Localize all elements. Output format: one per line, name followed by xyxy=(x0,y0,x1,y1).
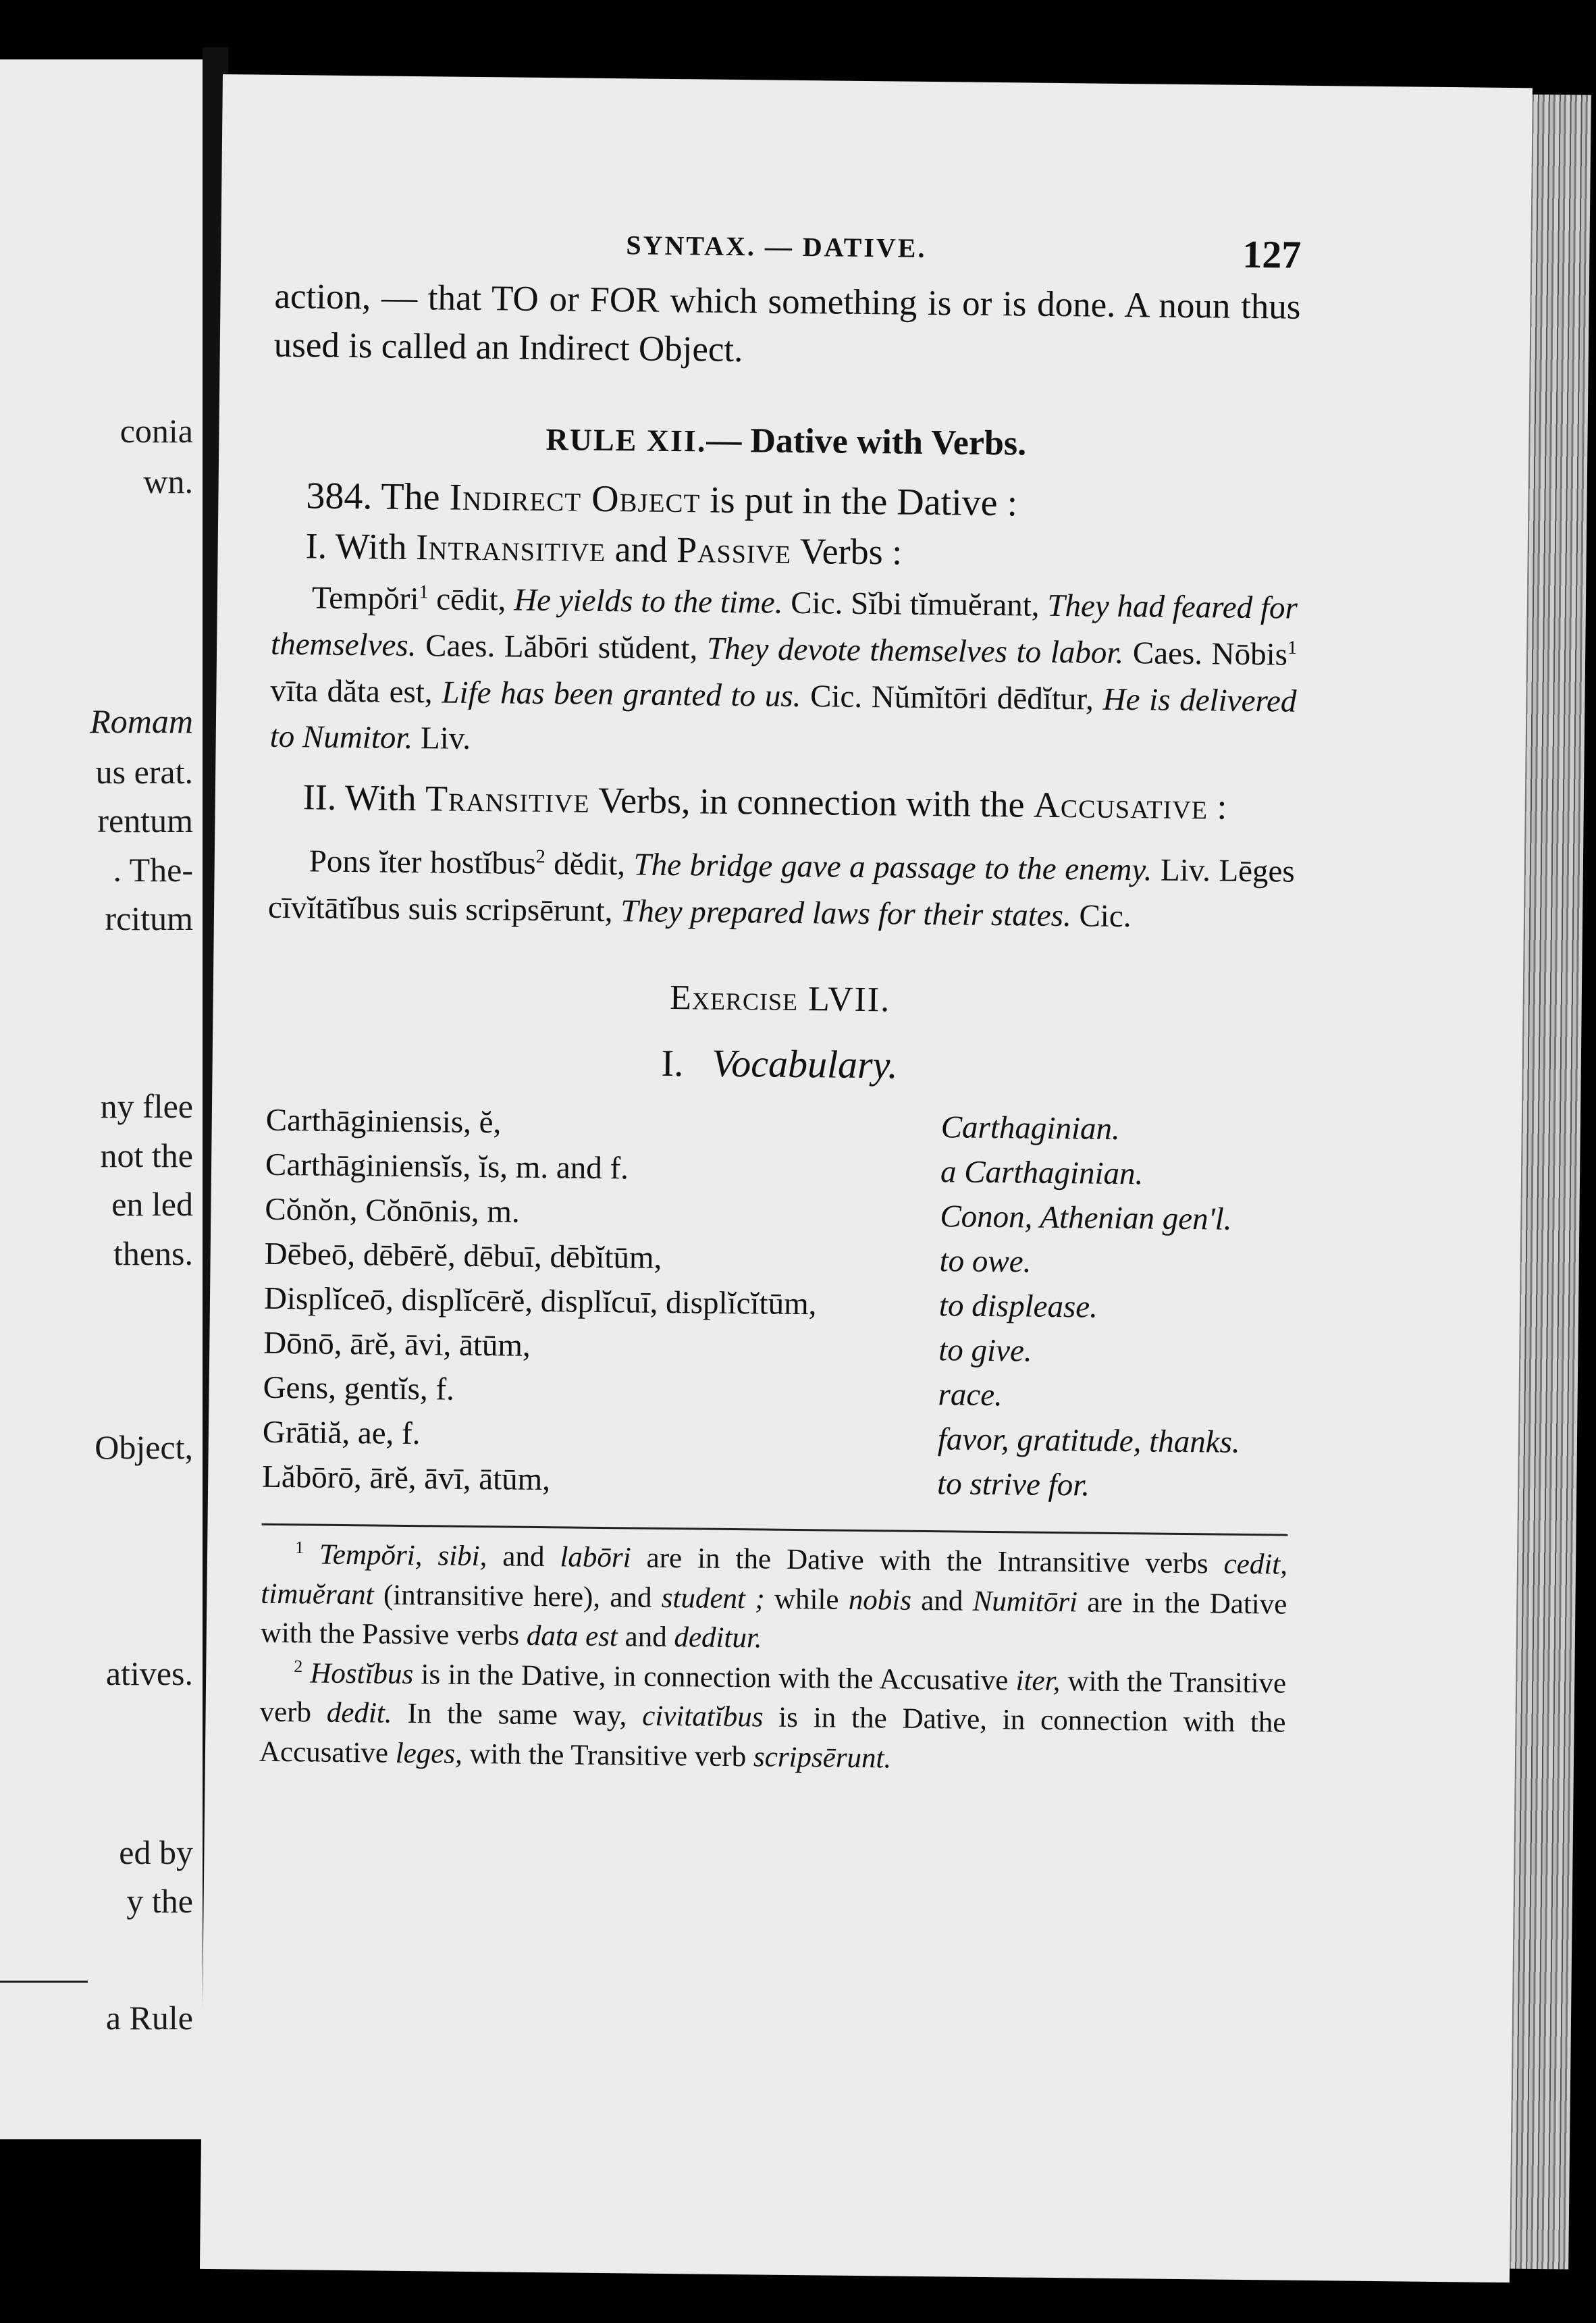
english-translation: They prepared laws for their states. xyxy=(620,893,1072,934)
left-fragment: y the xyxy=(126,1882,193,1920)
left-fragment: not the xyxy=(100,1137,193,1174)
left-fragment: rcitum xyxy=(105,899,193,937)
term: Passive xyxy=(676,529,792,571)
vocabulary-table xyxy=(262,1099,1285,1511)
fn-text: leges, xyxy=(395,1737,463,1770)
latin-example: cēdit, xyxy=(428,581,506,618)
rule-heading xyxy=(273,413,1300,471)
vocab-english: to strive for. xyxy=(936,1466,1090,1503)
term: Accusative xyxy=(1033,784,1208,827)
vocab-english: race. xyxy=(938,1377,1003,1413)
rule-title: — Dative with Verbs. xyxy=(706,421,1027,463)
source: Caes. xyxy=(1123,635,1212,672)
fn-text: Numitōri xyxy=(972,1585,1078,1619)
fn-text: and xyxy=(617,1621,674,1654)
fn-text: Hostĭbus xyxy=(310,1657,414,1690)
left-fragment: rentum xyxy=(97,802,193,839)
latin-example: Pons ĭter hostĭbus xyxy=(309,843,536,882)
fn-text: In the same way, xyxy=(392,1697,643,1732)
left-facing-page xyxy=(0,59,203,2139)
english-translation: He is delivered to Numitor. xyxy=(269,681,1297,756)
left-fragment: ny flee xyxy=(100,1087,193,1125)
left-fragment: a Rule xyxy=(105,1999,193,2037)
vocab-latin: Carthāginiensĭs, ĭs, m. and f. xyxy=(265,1147,629,1186)
exercise-number: LVII. xyxy=(807,979,891,1019)
exercise-heading xyxy=(267,970,1294,1028)
heading-text: Verbs : xyxy=(799,531,903,573)
latin-example: vīta dăta est, xyxy=(270,673,433,710)
left-fragment: Object, xyxy=(95,1428,193,1466)
heading-text: Verbs, in connection with the xyxy=(597,779,1025,825)
fn-text: data est xyxy=(526,1619,618,1653)
vocab-latin: Dēbeō, dēbērĕ, dēbuī, dēbĭtūm, xyxy=(264,1236,662,1276)
footnotes xyxy=(259,1535,1288,1783)
fn-text: labōri xyxy=(560,1541,631,1574)
left-fragment: thens. xyxy=(113,1234,193,1272)
left-fragment: conia xyxy=(119,412,193,450)
vocab-english: a Carthaginian. xyxy=(940,1154,1144,1192)
vocab-english: to give. xyxy=(938,1332,1032,1369)
source: Liv. xyxy=(412,721,471,757)
intro-paragraph: action, — that TO or FOR which something is or is done. A noun thus used is called an Indirect Object. xyxy=(273,276,1301,370)
vocab-english: Conon, Athenian gen'l. xyxy=(940,1199,1232,1237)
heading-text: With xyxy=(344,777,417,818)
section-number: 384. xyxy=(306,475,373,518)
vocab-english: Carthaginian. xyxy=(940,1110,1121,1147)
latin-example: Nŭmĭtōri dēdĭtur, xyxy=(871,679,1094,717)
left-fragment: Romam xyxy=(90,702,193,740)
footnote-rule xyxy=(262,1523,1288,1536)
examples-ii xyxy=(268,838,1295,941)
vocab-latin: Lăbōrō, ārĕ, āvī, ātūm, xyxy=(261,1459,551,1498)
vocab-latin: Cŏnŏn, Cŏnōnis, m. xyxy=(265,1191,521,1230)
fn-text: and xyxy=(911,1584,973,1617)
fn-text: are in the Dative with the Passive verbs xyxy=(260,1586,1287,1652)
running-head: SYNTAX. — DATIVE. xyxy=(626,230,927,263)
fn-text: with the Transitive verb xyxy=(462,1738,754,1773)
vocabulary-title: Vocabulary. xyxy=(711,1041,899,1087)
vocab-latin: Carthāginiensis, ĕ, xyxy=(265,1102,502,1141)
fn-text: are in the Dative with the Intransitive verbs xyxy=(631,1542,1224,1580)
para-text: The xyxy=(381,475,440,519)
roman-numeral: II. xyxy=(302,777,337,818)
footnote-mark: 2 xyxy=(535,846,546,868)
footnote-2 xyxy=(259,1653,1287,1782)
vocab-latin: Dōnō, ārĕ, āvi, ātūm, xyxy=(263,1325,531,1364)
footnote-mark: 1 xyxy=(1287,637,1298,659)
fn-text: is in the Dative, in connection with the Accusative xyxy=(413,1658,1016,1696)
section-i-heading xyxy=(305,521,1298,581)
term: Transitive xyxy=(425,778,590,820)
vocab-english: favor, gratitude, thanks. xyxy=(937,1421,1240,1461)
source: Liv. xyxy=(1152,852,1219,889)
heading-text: With xyxy=(335,525,407,567)
latin-example: Tempŏri xyxy=(311,580,419,617)
page xyxy=(200,74,1533,2282)
english-translation: The bridge gave a passage to the enemy. xyxy=(633,847,1152,888)
fn-text: Tempŏri, sibi, xyxy=(319,1538,487,1573)
fn-text: scripsērunt. xyxy=(753,1740,892,1775)
term: Intransitive xyxy=(415,527,606,570)
exercise-label: Exercise xyxy=(669,978,799,1018)
fn-text: while xyxy=(764,1583,849,1616)
fn-text: civitatĭbus xyxy=(642,1700,764,1733)
latin-example: Nōbis xyxy=(1211,636,1288,673)
roman-numeral: I. xyxy=(661,1043,684,1085)
latin-example: dĕdit, xyxy=(545,846,626,883)
page-content xyxy=(259,224,1302,1783)
fn-text: (intransitive here), and xyxy=(373,1579,662,1614)
fn-text: is in the Dative, in connection with the Accusative xyxy=(259,1701,1286,1769)
source: Cic. xyxy=(801,678,872,714)
left-footnote-rule xyxy=(0,1981,88,1983)
left-fragment: ed by xyxy=(119,1833,193,1871)
fn-text: and xyxy=(487,1540,560,1573)
vocab-english: to owe. xyxy=(939,1243,1032,1280)
section-ii-heading xyxy=(302,773,1296,833)
source: Cic. xyxy=(782,585,851,622)
footnote-mark: 1 xyxy=(295,1538,304,1558)
fn-text: nobis xyxy=(848,1584,912,1617)
vocab-english: to displease. xyxy=(938,1288,1098,1325)
fn-text: dedit. xyxy=(326,1696,392,1729)
vocab-latin: Gens, gentĭs, f. xyxy=(263,1369,455,1407)
heading-text: and xyxy=(614,529,668,570)
left-fragment: . The- xyxy=(113,851,193,889)
english-translation: They devote themselves to labor. xyxy=(706,631,1124,671)
footnote-mark: 2 xyxy=(294,1656,303,1676)
footnote-1 xyxy=(261,1535,1288,1664)
footnote-mark: 1 xyxy=(419,581,429,604)
left-fragment: en led xyxy=(111,1185,193,1223)
term: Indirect Object xyxy=(449,476,701,521)
vocab-latin: Displĭceō, displĭcērĕ, displĭcuī, displĭcĭtūm, xyxy=(263,1280,817,1322)
left-fragment: atives. xyxy=(105,1654,193,1692)
fn-text: cedit, timuĕrant xyxy=(261,1548,1288,1611)
roman-numeral: I. xyxy=(305,525,327,567)
english-translation: They had feared for themselves. xyxy=(270,588,1298,664)
latin-example: Sĭbi tĭmuĕrant, xyxy=(850,586,1040,624)
fn-text: iter, xyxy=(1015,1664,1061,1697)
left-fragment: wn. xyxy=(143,463,193,500)
vocabulary-heading xyxy=(266,1033,1293,1097)
rule-label: RULE XII. xyxy=(546,422,707,459)
source: Cic. xyxy=(1071,898,1132,935)
english-translation: He yields to the time. xyxy=(513,583,783,621)
examples-i xyxy=(269,575,1298,771)
page-number: 127 xyxy=(1242,232,1302,277)
latin-example: Lăbōri stŭdent, xyxy=(504,629,698,667)
english-translation: Life has been granted to us. xyxy=(442,675,801,714)
latin-example: Lēges cīvĭtātĭbus suis scripsērunt, xyxy=(267,853,1296,929)
para-text: is put in the Dative : xyxy=(710,479,1018,525)
left-fragment: us erat. xyxy=(95,753,193,791)
fn-text: deditur. xyxy=(674,1621,762,1654)
source: Caes. xyxy=(416,628,505,664)
fn-text: student ; xyxy=(661,1582,765,1615)
vocab-latin: Grātiă, ae, f. xyxy=(262,1414,421,1452)
heading-text: : xyxy=(1217,786,1227,827)
fn-text: with the Transitive verb xyxy=(259,1665,1287,1729)
